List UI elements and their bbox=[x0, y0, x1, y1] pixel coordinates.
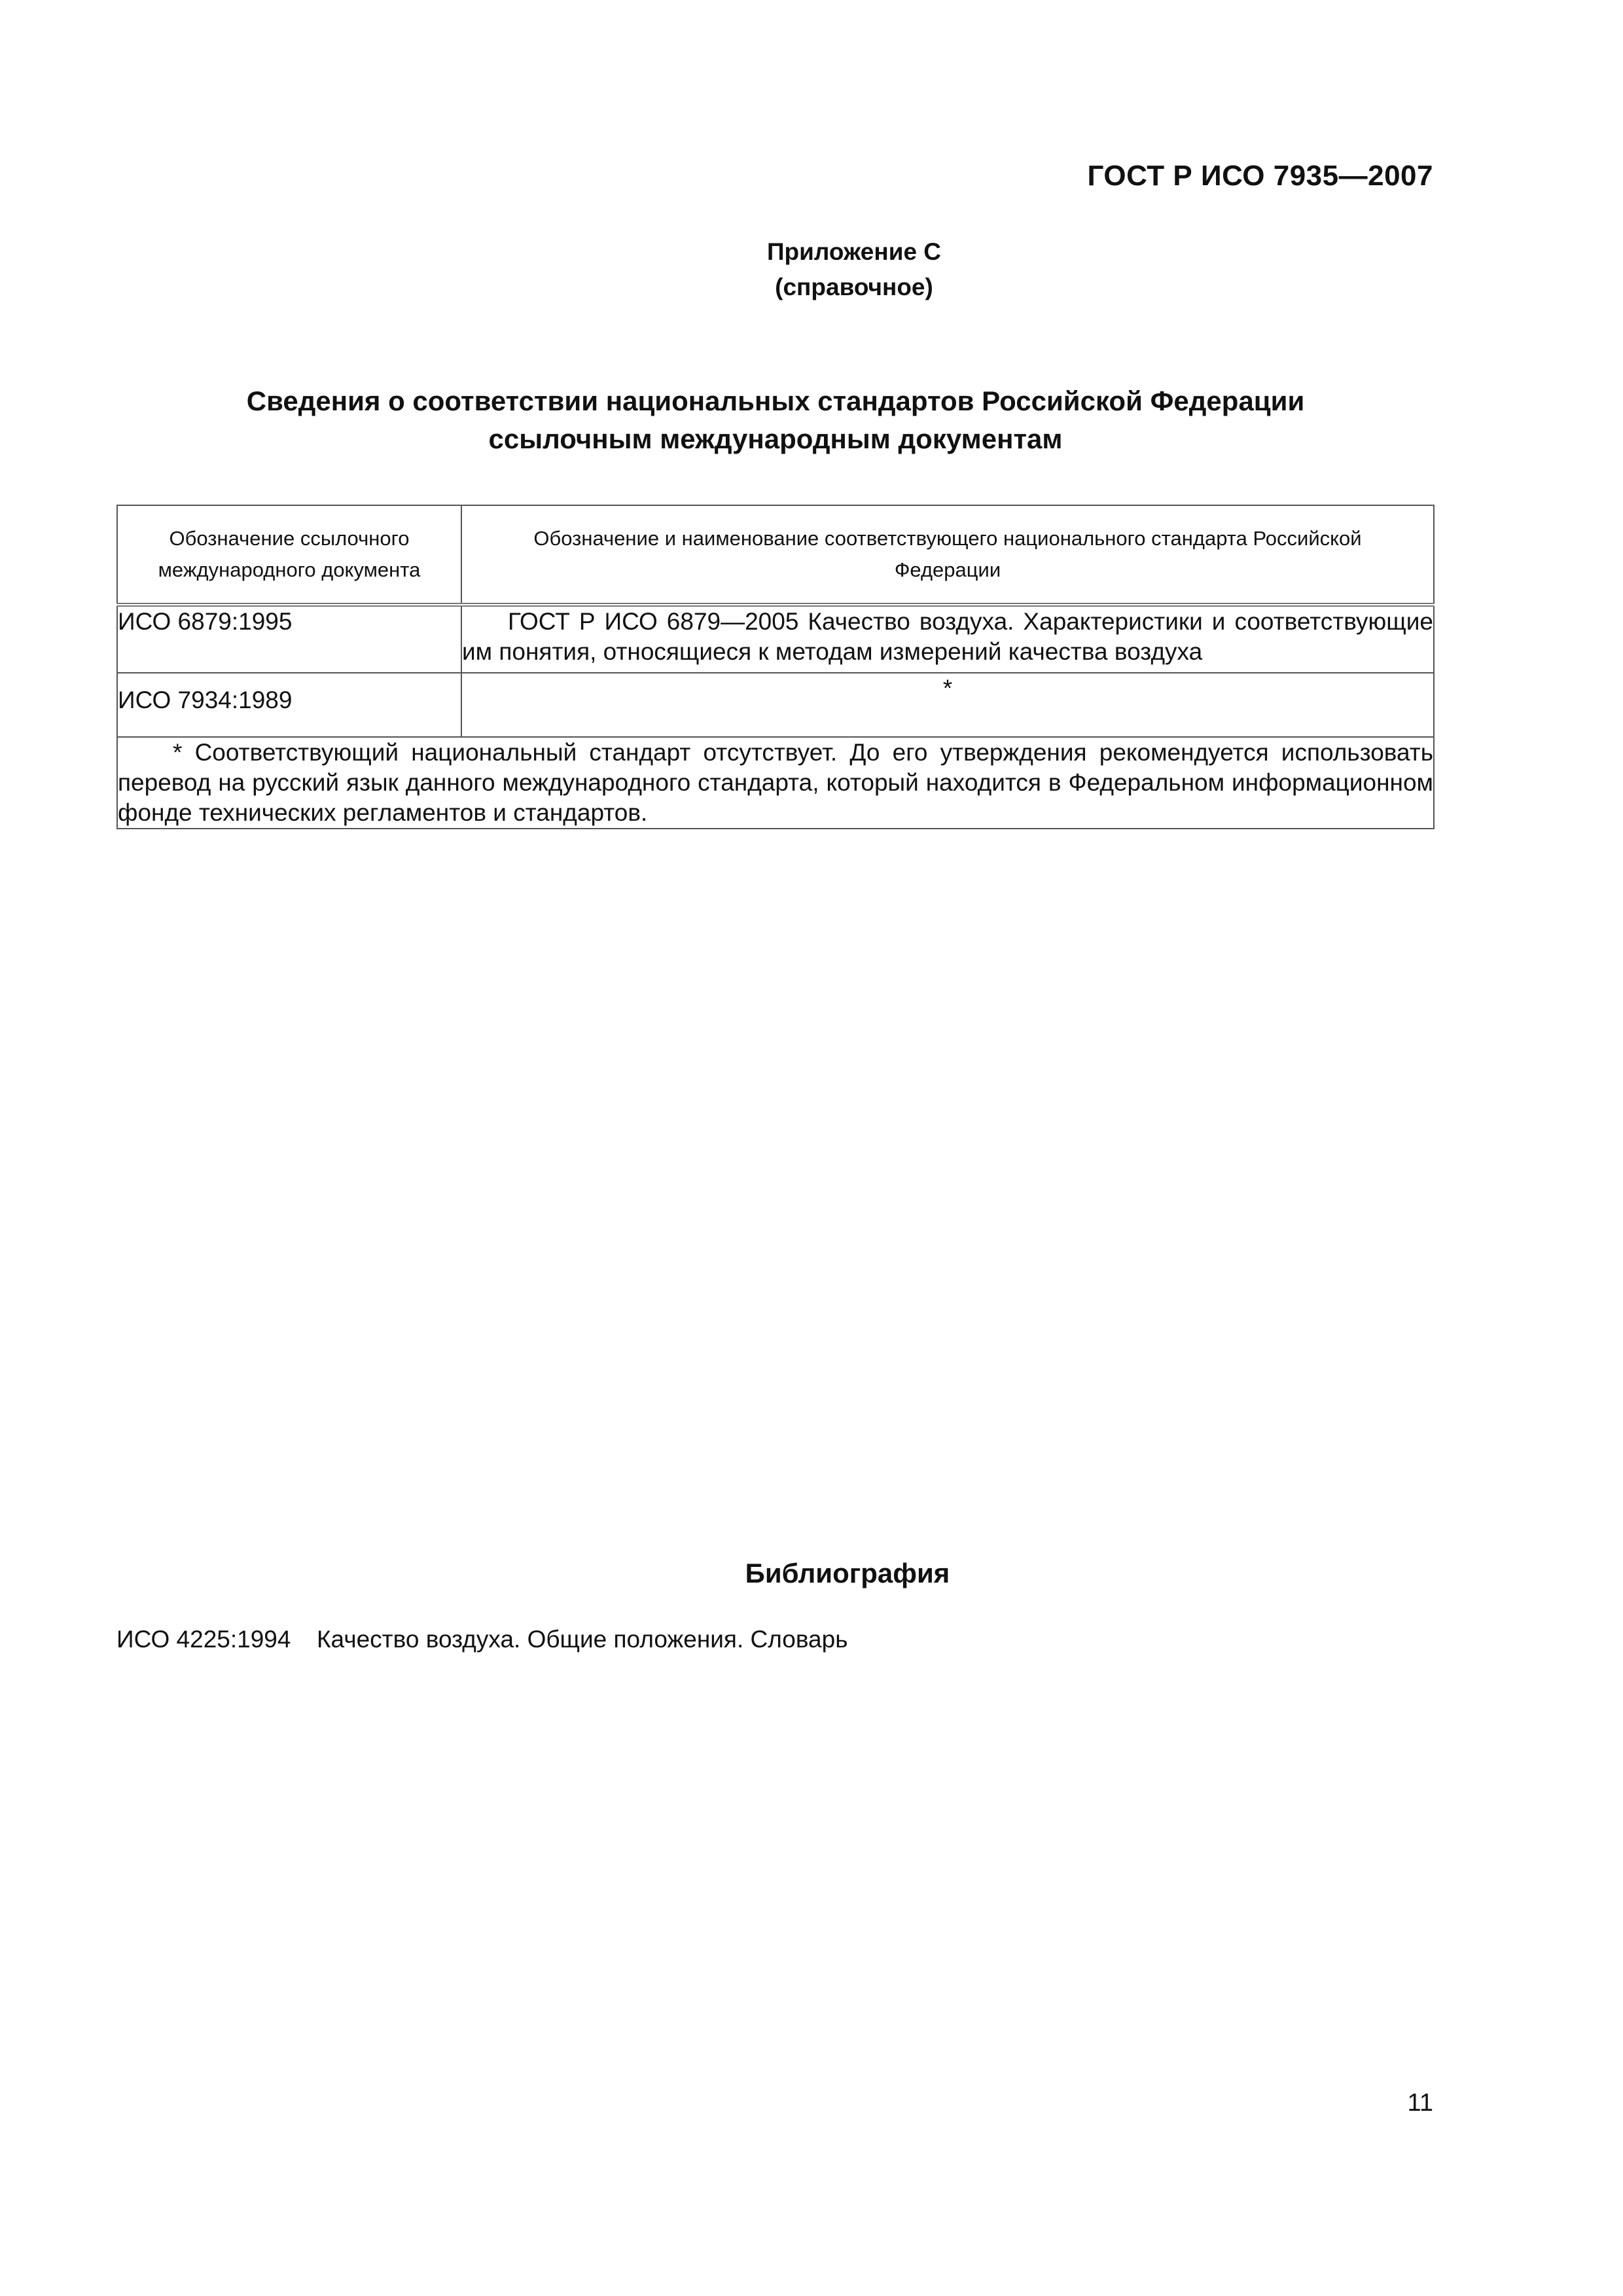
footnote-marker-cell: * bbox=[461, 673, 1434, 737]
reference-code-cell: ИСО 6879:1995 bbox=[117, 605, 461, 673]
annex-title: Приложение С bbox=[766, 238, 942, 265]
national-standard-cell bbox=[461, 605, 1434, 673]
correspondence-table bbox=[116, 505, 1435, 829]
table-row bbox=[117, 673, 1434, 737]
header-reference-document: Обозначение ссылочного международного документа bbox=[117, 505, 461, 605]
reference-code-cell: ИСО 7934:1989 bbox=[117, 673, 461, 737]
national-standard-text: ГОСТ Р ИСО 6879—2005 Качество воздуха. Характеристики и соответствующие им понятия, относящиеся к методам измерений качества воздуха bbox=[462, 608, 1433, 665]
annex-kind: (справочное) bbox=[775, 274, 933, 300]
table-header-row bbox=[117, 505, 1434, 605]
table-footnote-row bbox=[117, 737, 1434, 829]
section-title-line-1: Сведения о соответствии национальных стандартов Российской Федерации bbox=[246, 386, 1305, 416]
table-footnote: * Соответствующий национальный стандарт отсутствует. До его утверждения рекомендуется использовать перевод на русский язык данного международного стандарта, который находится в Федеральном информационном фонде технических регламентов и стандартов. bbox=[117, 737, 1434, 829]
section-title bbox=[116, 382, 1435, 458]
bibliography-title: Библиография bbox=[745, 1558, 950, 1588]
header-national-standard: Обозначение и наименование соответствующего национального стандарта Российской Федерации bbox=[461, 505, 1434, 605]
bibliography-entry-code: ИСО 4225:1994 bbox=[116, 1626, 291, 1653]
annex-heading bbox=[0, 234, 1623, 305]
page-number: 11 bbox=[1407, 2089, 1433, 2117]
bibliography-entry bbox=[116, 1624, 848, 1655]
section-title-line-2: ссылочным международным документам bbox=[488, 423, 1063, 454]
bibliography-entry-text: Качество воздуха. Общие положения. Словарь bbox=[317, 1626, 848, 1653]
document-code: ГОСТ Р ИСО 7935—2007 bbox=[1087, 160, 1433, 192]
table-row bbox=[117, 605, 1434, 673]
